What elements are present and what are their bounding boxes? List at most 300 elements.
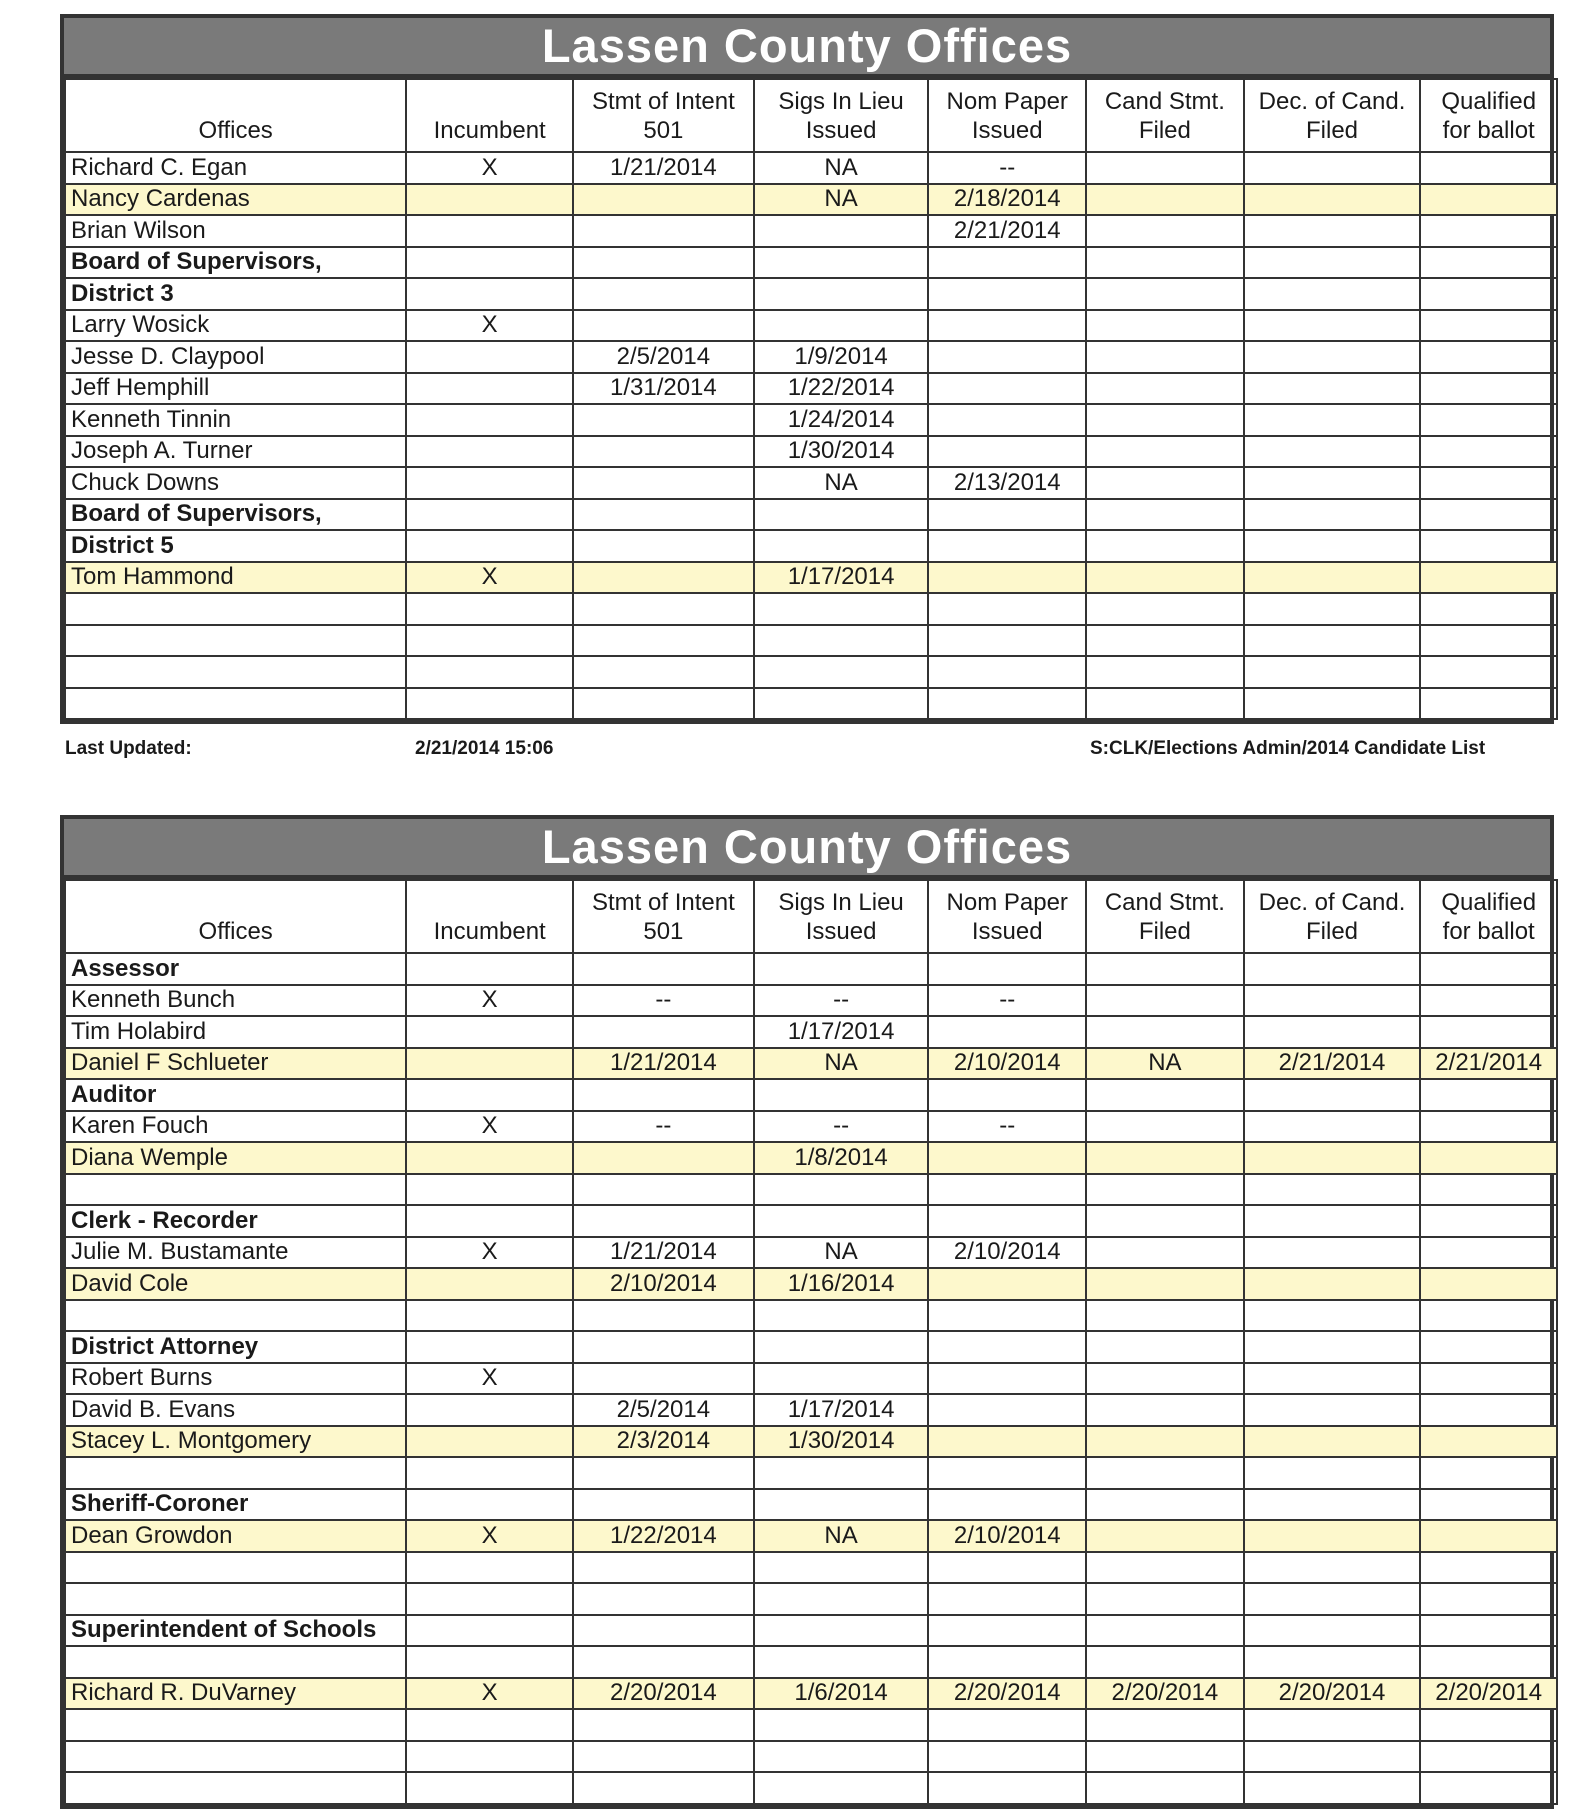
cell-sigs-in-lieu: 1/17/2014 [754, 562, 929, 594]
table-row [65, 184, 1557, 216]
cell-incumbent: X [406, 562, 573, 594]
table-row [65, 1016, 1557, 1048]
cell-nom-paper [928, 247, 1086, 279]
blank-row [65, 593, 1557, 625]
cell-qualified [1420, 985, 1557, 1017]
cell-dec-of-cand [1244, 1741, 1421, 1773]
cell-office-name: District 3 [65, 278, 406, 310]
cell-incumbent [406, 373, 573, 405]
cell-office-name: David B. Evans [65, 1394, 406, 1426]
cell-dec-of-cand [1244, 593, 1421, 625]
cell-nom-paper [928, 1457, 1086, 1489]
cell-cand-stmt [1086, 152, 1244, 184]
cell-qualified [1420, 1331, 1557, 1363]
cell-incumbent [406, 436, 573, 468]
cell-incumbent: X [406, 985, 573, 1017]
blank-row [65, 1457, 1557, 1489]
cell-cand-stmt [1086, 656, 1244, 688]
cell-incumbent [406, 467, 573, 499]
cell-sigs-in-lieu [754, 656, 929, 688]
cell-nom-paper: 2/20/2014 [928, 1678, 1086, 1710]
table-row [65, 1142, 1557, 1174]
cell-cand-stmt [1086, 247, 1244, 279]
cell-stmt-of-intent: -- [573, 985, 754, 1017]
cell-dec-of-cand: 2/20/2014 [1244, 1678, 1421, 1710]
cell-sigs-in-lieu: 1/6/2014 [754, 1678, 929, 1710]
cell-stmt-of-intent: 2/20/2014 [573, 1678, 754, 1710]
cell-dec-of-cand [1244, 247, 1421, 279]
table-row [65, 310, 1557, 342]
cell-incumbent [406, 1741, 573, 1773]
cell-nom-paper [928, 373, 1086, 405]
cell-cand-stmt [1086, 688, 1244, 720]
cell-office-name: David Cole [65, 1268, 406, 1300]
cell-stmt-of-intent [573, 1646, 754, 1678]
cell-sigs-in-lieu [754, 593, 929, 625]
table-row [65, 1268, 1557, 1300]
cell-incumbent [406, 1205, 573, 1237]
cell-nom-paper [928, 656, 1086, 688]
cell-nom-paper: -- [928, 1111, 1086, 1143]
cell-stmt-of-intent [573, 310, 754, 342]
table-row [65, 436, 1557, 468]
cell-incumbent [406, 593, 573, 625]
cell-nom-paper [928, 278, 1086, 310]
cell-qualified [1420, 1363, 1557, 1395]
cell-qualified [1420, 1552, 1557, 1584]
cell-office-name [65, 1300, 406, 1332]
column-header-cand-stmt: Cand Stmt. Filed [1086, 79, 1244, 152]
cell-office-name: Daniel F Schlueter [65, 1048, 406, 1080]
cell-qualified [1420, 1016, 1557, 1048]
cell-qualified [1420, 1615, 1557, 1647]
cell-sigs-in-lieu [754, 625, 929, 657]
cell-office-name [65, 1457, 406, 1489]
cell-dec-of-cand [1244, 1079, 1421, 1111]
cell-cand-stmt [1086, 1300, 1244, 1332]
cell-office-name: Dean Growdon [65, 1520, 406, 1552]
cell-sigs-in-lieu: 1/8/2014 [754, 1142, 929, 1174]
cell-qualified [1420, 1741, 1557, 1773]
cell-nom-paper [928, 953, 1086, 985]
cell-nom-paper: 2/10/2014 [928, 1048, 1086, 1080]
cell-office-name [65, 1709, 406, 1741]
table-row [65, 341, 1557, 373]
cell-nom-paper: 2/10/2014 [928, 1520, 1086, 1552]
cell-qualified [1420, 1237, 1557, 1269]
cell-qualified [1420, 152, 1557, 184]
cell-office-name [65, 1583, 406, 1615]
cell-sigs-in-lieu [754, 499, 929, 531]
cell-stmt-of-intent: 2/3/2014 [573, 1426, 754, 1458]
cell-office-name: Brian Wilson [65, 215, 406, 247]
cell-cand-stmt [1086, 278, 1244, 310]
cell-cand-stmt [1086, 1646, 1244, 1678]
cell-sigs-in-lieu [754, 1079, 929, 1111]
blank-row [65, 1583, 1557, 1615]
cell-incumbent [406, 1457, 573, 1489]
cell-stmt-of-intent [573, 436, 754, 468]
cell-office-name: Kenneth Bunch [65, 985, 406, 1017]
cell-sigs-in-lieu [754, 1457, 929, 1489]
cell-qualified: 2/21/2014 [1420, 1048, 1557, 1080]
cell-incumbent: X [406, 1520, 573, 1552]
cell-sigs-in-lieu: 1/16/2014 [754, 1268, 929, 1300]
cell-stmt-of-intent [573, 215, 754, 247]
cell-incumbent [406, 1615, 573, 1647]
cell-sigs-in-lieu [754, 1174, 929, 1206]
blank-row [65, 1552, 1557, 1584]
cell-incumbent [406, 1583, 573, 1615]
cell-office-name: Jesse D. Claypool [65, 341, 406, 373]
cell-sigs-in-lieu [754, 247, 929, 279]
cell-sigs-in-lieu: 1/9/2014 [754, 341, 929, 373]
cell-incumbent: X [406, 1678, 573, 1710]
cell-nom-paper [928, 1268, 1086, 1300]
cell-sigs-in-lieu [754, 1583, 929, 1615]
cell-incumbent [406, 1552, 573, 1584]
blank-row [65, 656, 1557, 688]
cell-nom-paper [928, 1394, 1086, 1426]
cell-dec-of-cand [1244, 656, 1421, 688]
cell-incumbent [406, 499, 573, 531]
cell-sigs-in-lieu [754, 530, 929, 562]
cell-nom-paper [928, 310, 1086, 342]
cell-incumbent: X [406, 310, 573, 342]
cell-office-name: Superintendent of Schools [65, 1615, 406, 1647]
cell-cand-stmt [1086, 1583, 1244, 1615]
cell-qualified [1420, 688, 1557, 720]
cell-incumbent [406, 1268, 573, 1300]
cell-incumbent [406, 1426, 573, 1458]
cell-cand-stmt [1086, 499, 1244, 531]
cell-incumbent [406, 278, 573, 310]
cell-stmt-of-intent [573, 1016, 754, 1048]
cell-office-name: Kenneth Tinnin [65, 404, 406, 436]
table-row [65, 467, 1557, 499]
cell-stmt-of-intent: 1/21/2014 [573, 1237, 754, 1269]
cell-sigs-in-lieu: NA [754, 1237, 929, 1269]
cell-stmt-of-intent: 2/5/2014 [573, 341, 754, 373]
cell-dec-of-cand [1244, 530, 1421, 562]
cell-office-name: District Attorney [65, 1331, 406, 1363]
cell-office-name: Robert Burns [65, 1363, 406, 1395]
cell-cand-stmt [1086, 1489, 1244, 1521]
cell-qualified [1420, 1457, 1557, 1489]
cell-sigs-in-lieu: -- [754, 985, 929, 1017]
column-header-qualified: Qualified for ballot [1420, 79, 1557, 152]
header-row [65, 79, 1557, 152]
blank-row [65, 1772, 1557, 1804]
cell-office-name: Stacey L. Montgomery [65, 1426, 406, 1458]
table-row [65, 215, 1557, 247]
cell-incumbent: X [406, 152, 573, 184]
cell-nom-paper [928, 625, 1086, 657]
cell-cand-stmt [1086, 1394, 1244, 1426]
cell-incumbent [406, 341, 573, 373]
cell-cand-stmt [1086, 184, 1244, 216]
sheet-title: Lassen County Offices [60, 815, 1554, 879]
cell-stmt-of-intent [573, 1552, 754, 1584]
office-heading-row [65, 1331, 1557, 1363]
cell-cand-stmt [1086, 1111, 1244, 1143]
cell-cand-stmt [1086, 215, 1244, 247]
cell-cand-stmt: NA [1086, 1048, 1244, 1080]
cell-cand-stmt [1086, 404, 1244, 436]
cell-sigs-in-lieu [754, 953, 929, 985]
cell-office-name [65, 625, 406, 657]
cell-nom-paper: 2/18/2014 [928, 184, 1086, 216]
cell-dec-of-cand [1244, 1111, 1421, 1143]
cell-cand-stmt [1086, 1772, 1244, 1804]
cell-stmt-of-intent [573, 467, 754, 499]
column-header-qualified: Qualified for ballot [1420, 880, 1557, 953]
column-header-sigs-in-lieu: Sigs In Lieu Issued [754, 79, 929, 152]
cell-stmt-of-intent: 2/10/2014 [573, 1268, 754, 1300]
cell-dec-of-cand [1244, 1583, 1421, 1615]
cell-incumbent [406, 625, 573, 657]
cell-dec-of-cand [1244, 1772, 1421, 1804]
cell-incumbent [406, 1142, 573, 1174]
cell-dec-of-cand [1244, 625, 1421, 657]
cell-office-name [65, 688, 406, 720]
cell-sigs-in-lieu: NA [754, 1048, 929, 1080]
cell-cand-stmt [1086, 1709, 1244, 1741]
cell-cand-stmt [1086, 1142, 1244, 1174]
cell-dec-of-cand [1244, 1268, 1421, 1300]
table-row [65, 1520, 1557, 1552]
last-updated-label: Last Updated: [65, 738, 192, 759]
cell-incumbent [406, 656, 573, 688]
footer [65, 738, 1505, 766]
cell-qualified [1420, 341, 1557, 373]
cell-qualified [1420, 1174, 1557, 1206]
column-header-incumbent: Incumbent [406, 79, 573, 152]
cell-qualified [1420, 1268, 1557, 1300]
office-heading-row [65, 1205, 1557, 1237]
cell-incumbent [406, 688, 573, 720]
cell-office-name: Board of Supervisors, [65, 499, 406, 531]
cell-nom-paper [928, 593, 1086, 625]
cell-sigs-in-lieu [754, 278, 929, 310]
cell-office-name: Nancy Cardenas [65, 184, 406, 216]
cell-dec-of-cand [1244, 1646, 1421, 1678]
blank-row [65, 1174, 1557, 1206]
cell-cand-stmt [1086, 1552, 1244, 1584]
cell-nom-paper [928, 530, 1086, 562]
cell-dec-of-cand [1244, 1489, 1421, 1521]
cell-office-name: Chuck Downs [65, 467, 406, 499]
cell-sigs-in-lieu: 1/30/2014 [754, 436, 929, 468]
blank-row [65, 1646, 1557, 1678]
cell-incumbent [406, 530, 573, 562]
cell-stmt-of-intent [573, 1174, 754, 1206]
cell-cand-stmt [1086, 985, 1244, 1017]
cell-stmt-of-intent [573, 278, 754, 310]
cell-cand-stmt [1086, 1237, 1244, 1269]
cell-dec-of-cand [1244, 1552, 1421, 1584]
cell-office-name: Karen Fouch [65, 1111, 406, 1143]
cell-qualified [1420, 1489, 1557, 1521]
cell-nom-paper [928, 1709, 1086, 1741]
cell-office-name [65, 656, 406, 688]
cell-cand-stmt [1086, 1079, 1244, 1111]
cell-dec-of-cand [1244, 404, 1421, 436]
cell-qualified [1420, 656, 1557, 688]
cell-sigs-in-lieu [754, 1363, 929, 1395]
column-header-office-name: Offices [65, 880, 406, 953]
cell-dec-of-cand [1244, 341, 1421, 373]
cell-qualified [1420, 1079, 1557, 1111]
cell-nom-paper [928, 499, 1086, 531]
cell-qualified [1420, 278, 1557, 310]
file-path: S:CLK/Elections Admin/2014 Candidate List [1090, 738, 1486, 759]
office-heading-row [65, 247, 1557, 279]
cell-stmt-of-intent [573, 953, 754, 985]
cell-incumbent [406, 953, 573, 985]
cell-nom-paper: 2/21/2014 [928, 215, 1086, 247]
cell-nom-paper: 2/13/2014 [928, 467, 1086, 499]
cell-sigs-in-lieu: NA [754, 467, 929, 499]
cell-office-name: Julie M. Bustamante [65, 1237, 406, 1269]
blank-row [65, 688, 1557, 720]
cell-nom-paper [928, 688, 1086, 720]
cell-sigs-in-lieu [754, 1552, 929, 1584]
cell-dec-of-cand [1244, 1615, 1421, 1647]
cell-qualified: 2/20/2014 [1420, 1678, 1557, 1710]
cell-qualified [1420, 1426, 1557, 1458]
cell-nom-paper [928, 1646, 1086, 1678]
column-header-cand-stmt: Cand Stmt. Filed [1086, 880, 1244, 953]
cell-incumbent [406, 1394, 573, 1426]
cell-office-name: Richard C. Egan [65, 152, 406, 184]
cell-sigs-in-lieu [754, 1300, 929, 1332]
cell-stmt-of-intent [573, 1457, 754, 1489]
cell-sigs-in-lieu [754, 1741, 929, 1773]
cell-sigs-in-lieu: 1/17/2014 [754, 1016, 929, 1048]
cell-qualified [1420, 593, 1557, 625]
cell-office-name: Clerk - Recorder [65, 1205, 406, 1237]
cell-sigs-in-lieu [754, 215, 929, 247]
cell-qualified [1420, 499, 1557, 531]
table-body [65, 152, 1557, 719]
cell-dec-of-cand [1244, 436, 1421, 468]
table-row [65, 1426, 1557, 1458]
cell-qualified [1420, 1300, 1557, 1332]
cell-office-name: Assessor [65, 953, 406, 985]
cell-incumbent [406, 1174, 573, 1206]
cell-stmt-of-intent [573, 1583, 754, 1615]
cell-dec-of-cand [1244, 310, 1421, 342]
cell-dec-of-cand [1244, 1426, 1421, 1458]
cell-dec-of-cand [1244, 278, 1421, 310]
cell-sigs-in-lieu [754, 1331, 929, 1363]
cell-qualified [1420, 215, 1557, 247]
cell-cand-stmt [1086, 1615, 1244, 1647]
cell-office-name [65, 1646, 406, 1678]
cell-cand-stmt [1086, 341, 1244, 373]
cell-qualified [1420, 404, 1557, 436]
cell-dec-of-cand [1244, 215, 1421, 247]
column-header-dec-of-cand: Dec. of Cand. Filed [1244, 79, 1421, 152]
cell-stmt-of-intent: 1/21/2014 [573, 152, 754, 184]
cell-stmt-of-intent [573, 1772, 754, 1804]
cell-cand-stmt [1086, 1741, 1244, 1773]
table-row [65, 1678, 1557, 1710]
cell-cand-stmt [1086, 310, 1244, 342]
cell-incumbent [406, 1300, 573, 1332]
cell-stmt-of-intent [573, 184, 754, 216]
cell-dec-of-cand [1244, 1174, 1421, 1206]
cell-stmt-of-intent [573, 404, 754, 436]
cell-qualified [1420, 562, 1557, 594]
cell-nom-paper: 2/10/2014 [928, 1237, 1086, 1269]
cell-dec-of-cand [1244, 184, 1421, 216]
cell-stmt-of-intent [573, 1079, 754, 1111]
cell-incumbent [406, 1079, 573, 1111]
cell-dec-of-cand [1244, 1237, 1421, 1269]
cell-sigs-in-lieu [754, 310, 929, 342]
cell-qualified [1420, 467, 1557, 499]
office-heading-row [65, 499, 1557, 531]
cell-stmt-of-intent [573, 688, 754, 720]
cell-cand-stmt [1086, 625, 1244, 657]
cell-cand-stmt [1086, 1205, 1244, 1237]
cell-qualified [1420, 1583, 1557, 1615]
cell-nom-paper [928, 1741, 1086, 1773]
cell-qualified [1420, 953, 1557, 985]
cell-nom-paper [928, 1772, 1086, 1804]
cell-stmt-of-intent [573, 656, 754, 688]
cell-qualified [1420, 1520, 1557, 1552]
cell-cand-stmt [1086, 562, 1244, 594]
cell-cand-stmt [1086, 373, 1244, 405]
cell-sigs-in-lieu [754, 1205, 929, 1237]
candidate-table [64, 879, 1558, 1805]
cell-dec-of-cand [1244, 1394, 1421, 1426]
cell-qualified [1420, 1646, 1557, 1678]
cell-dec-of-cand [1244, 985, 1421, 1017]
cell-sigs-in-lieu [754, 1772, 929, 1804]
cell-sigs-in-lieu: NA [754, 152, 929, 184]
cell-qualified [1420, 625, 1557, 657]
cell-nom-paper [928, 341, 1086, 373]
cell-cand-stmt [1086, 1520, 1244, 1552]
cell-sigs-in-lieu: NA [754, 1520, 929, 1552]
cell-cand-stmt [1086, 436, 1244, 468]
cell-office-name: Larry Wosick [65, 310, 406, 342]
cell-stmt-of-intent: 1/22/2014 [573, 1520, 754, 1552]
cell-nom-paper [928, 1363, 1086, 1395]
cell-cand-stmt [1086, 467, 1244, 499]
cell-incumbent [406, 1772, 573, 1804]
cell-qualified [1420, 310, 1557, 342]
cell-dec-of-cand [1244, 1457, 1421, 1489]
cell-incumbent: X [406, 1111, 573, 1143]
office-heading-row [65, 953, 1557, 985]
table-frame [60, 78, 1554, 724]
cell-incumbent [406, 1489, 573, 1521]
cell-nom-paper [928, 1426, 1086, 1458]
candidate-sheet-2 [60, 815, 1554, 1809]
cell-sigs-in-lieu [754, 688, 929, 720]
cell-dec-of-cand [1244, 1016, 1421, 1048]
table-row [65, 1111, 1557, 1143]
cell-incumbent [406, 1709, 573, 1741]
cell-stmt-of-intent: 2/5/2014 [573, 1394, 754, 1426]
cell-dec-of-cand [1244, 152, 1421, 184]
cell-nom-paper [928, 562, 1086, 594]
